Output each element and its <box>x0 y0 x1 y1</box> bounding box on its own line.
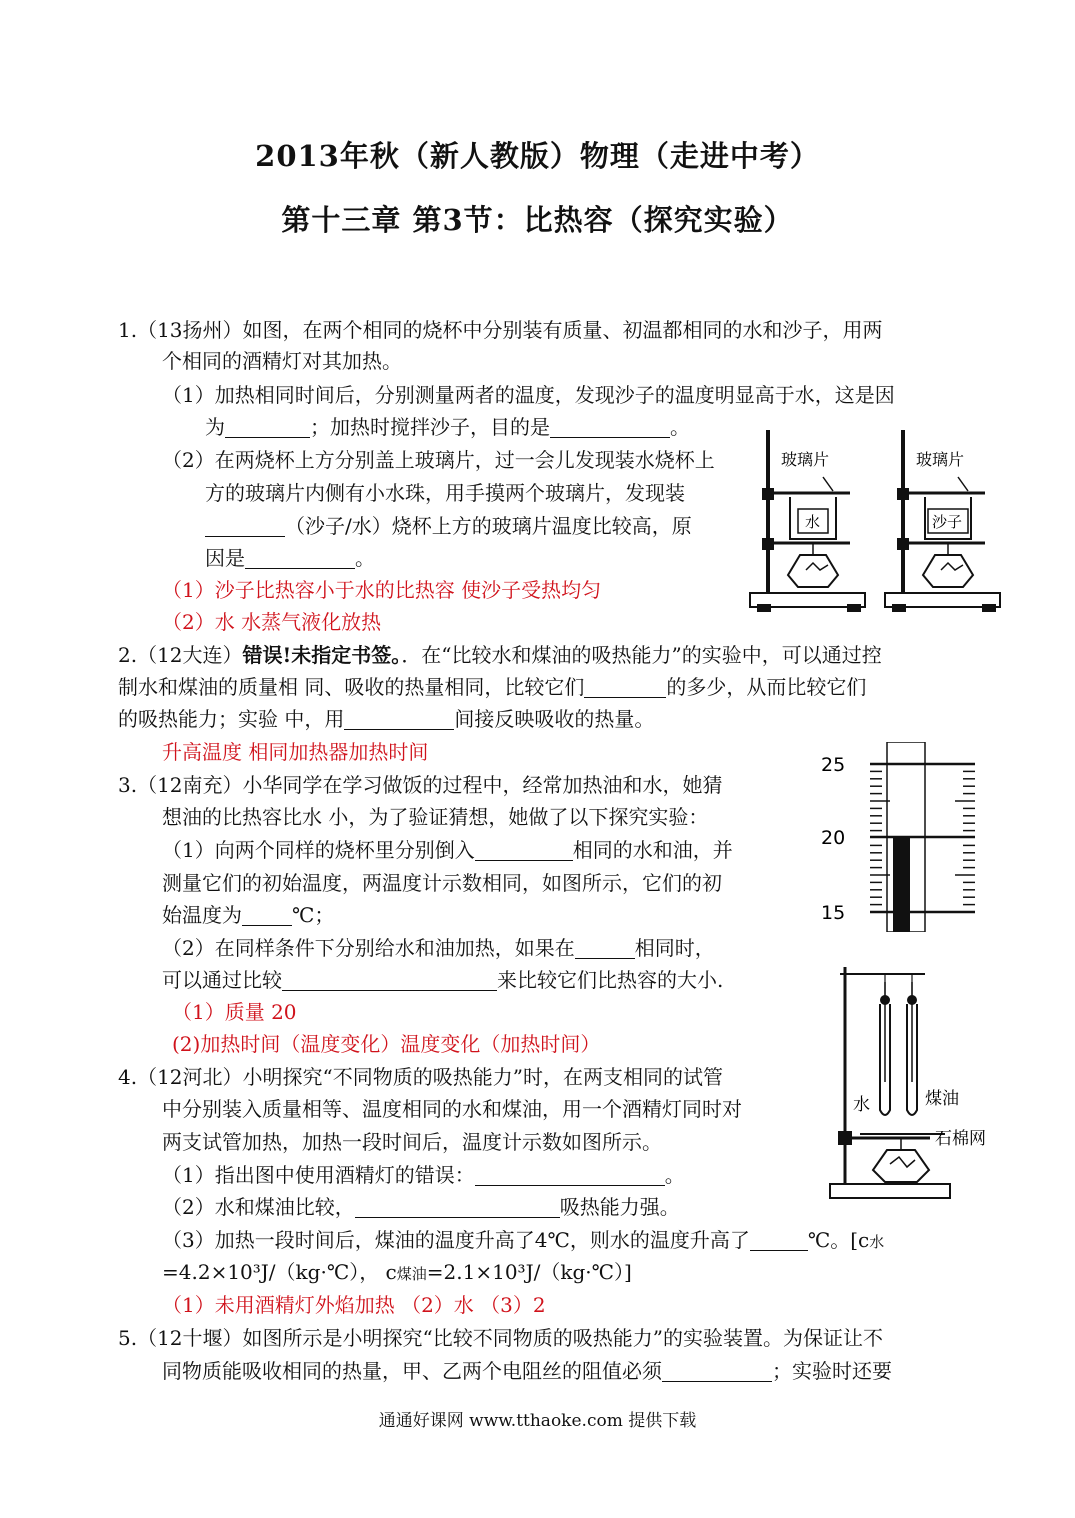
q5-line2-a: 同物质能吸收相同的热量，甲、乙两个电阻丝的阻值必须 <box>162 1359 662 1383</box>
q1-figure <box>748 425 1008 620</box>
q1-blank2[interactable] <box>550 415 670 438</box>
q5-blank1[interactable] <box>662 1359 772 1382</box>
fig-net-label: 石棉网 <box>935 1129 986 1149</box>
q1-line3: （1）加热相同时间后，分别测量两者的温度，发现沙子的温度明显高于水，这是因 <box>162 383 895 407</box>
q3-blank3[interactable] <box>575 936 635 959</box>
q2-line3-b: 间接反映吸收的热量。 <box>454 707 655 731</box>
q3-line1: 3.（12南充）小华同学在学习做饭的过程中，经常加热油和水，她猜 <box>118 773 723 797</box>
q4-line6-b: ℃。[c <box>807 1228 870 1252</box>
q3-answer1: （1）质量 20 <box>172 1000 297 1024</box>
q2-error-text: 错误!未指定书签。 <box>242 643 402 667</box>
q1-line2: 个相同的酒精灯对其加热。 <box>162 349 402 373</box>
q2-line1-c: ．在“比较水和煤油的吸热能力”的实验中，可以通过控 <box>401 643 882 667</box>
q3-line6 <box>162 933 715 963</box>
q3-line6-a: （2）在同样条件下分别给水和油加热，如果在 <box>162 936 575 960</box>
q4-answer: （1）未用酒精灯外焰加热 （2）水 （3）2 <box>162 1293 546 1317</box>
q4-line1: 4.（12河北）小明探究“不同物质的吸热能力”时，在两支相同的试管 <box>118 1065 723 1089</box>
fig-oil-label: 煤油 <box>925 1089 959 1109</box>
footer-text: 通通好课网 www.tthaoke.com 提供下载 <box>378 1411 697 1431</box>
q1-blank1[interactable] <box>225 415 310 438</box>
q3-blank4[interactable] <box>282 968 497 991</box>
q3-line5-b: ℃； <box>292 903 335 927</box>
fig-water-label: 水 <box>853 1095 870 1115</box>
q3-line7 <box>162 965 723 995</box>
q2-line2 <box>118 672 866 702</box>
q3-line6-b: 相同时， <box>634 936 715 960</box>
q4-sub-water: 水 <box>869 1233 885 1251</box>
tick-label-15: 15 <box>821 902 846 924</box>
q1-line4-b: ；加热时搅拌沙子，目的是 <box>310 415 550 439</box>
q4-line4-b: 。 <box>664 1163 685 1187</box>
q1-blank4[interactable] <box>245 546 355 569</box>
q2-blank1[interactable] <box>584 675 666 698</box>
q1-blank3[interactable] <box>205 514 285 537</box>
q4-line5 <box>162 1192 680 1222</box>
q3-line3 <box>162 835 733 865</box>
q4-line4 <box>162 1160 685 1190</box>
q2-line3 <box>118 704 654 734</box>
q3-line4: 测量它们的初始温度，两温度计示数相同，如图所示，它们的初 <box>162 871 722 895</box>
q2-line2-a: 制水和煤油的质量相 同、吸收的热量相同，比较它们 <box>118 675 585 699</box>
q1-answer1: （1）沙子比热容小于水的比热容 使沙子受热均匀 <box>162 578 602 602</box>
q2-line1-a: 2.（12大连） <box>118 643 243 667</box>
q3-line3-a: （1）向两个同样的烧杯里分别倒入 <box>162 838 475 862</box>
chapter-title: 第十三章 第3节：比热容（探究实验） <box>281 203 794 237</box>
q4-line5-a: （2）水和煤油比较， <box>162 1195 355 1219</box>
q1-line4-c: 。 <box>670 415 690 439</box>
q4-line4-a: （1）指出图中使用酒精灯的错误： <box>162 1163 475 1187</box>
q2-blank2[interactable] <box>344 707 454 730</box>
q4-blank1[interactable] <box>475 1163 665 1186</box>
stand-base <box>830 1184 950 1198</box>
q3-answer2: (2)加热时间（温度变化）温度变化（加热时间） <box>172 1032 601 1056</box>
sand-label: 沙子 <box>932 513 963 531</box>
q3-blank1[interactable] <box>475 838 573 861</box>
q2-answer: 升高温度 相同加热器加热时间 <box>162 740 429 764</box>
q4-line6-a: （3）加热一段时间后，煤油的温度升高了4℃，则水的温度升高了 <box>162 1228 750 1252</box>
q1-line6: 方的玻璃片内侧有小水珠，用手摸两个玻璃片，发现装 <box>205 481 685 505</box>
glass-label-right: 玻璃片 <box>916 450 965 469</box>
q5-line2 <box>162 1356 892 1386</box>
tick-label-25: 25 <box>821 754 846 776</box>
q1-line1: 1.（13扬州）如图，在两个相同的烧杯中分别装有质量、初温都相同的水和沙子，用两 <box>118 318 883 342</box>
thermometer-figure <box>815 742 980 932</box>
q2-line2-b: 的多少，从而比较它们 <box>666 675 867 699</box>
alcohol-lamp <box>873 1150 929 1182</box>
q3-line5 <box>162 900 334 930</box>
q1-line4-a: 为 <box>205 415 225 439</box>
q3-line2: 想油的比热容比水 小，为了验证猜想，她做了以下探究实验： <box>162 805 709 829</box>
q5-line1: 5.（12十堰）如图所示是小明探究“比较不同物质的吸热能力”的实验装置。为保证让不 <box>118 1326 883 1350</box>
q5-line2-b: ；实验时还要 <box>772 1359 892 1383</box>
tick-label-20: 20 <box>821 827 846 849</box>
q4-blank2[interactable] <box>355 1195 560 1218</box>
q2-line1 <box>118 640 882 670</box>
q3-blank2[interactable] <box>242 903 292 926</box>
q4-blank3[interactable] <box>750 1228 808 1251</box>
q2-line3-a: 的吸热能力；实验 中，用 <box>118 707 345 731</box>
q1-line8-a: 因是 <box>205 546 245 570</box>
q4-sub-oil: 煤油 <box>396 1265 427 1283</box>
glass-label-left: 玻璃片 <box>781 450 830 469</box>
mercury-column <box>893 837 910 932</box>
q1-line4 <box>205 412 690 442</box>
q1-line7 <box>205 511 692 541</box>
q4-line7-c: =2.1×10³J/（kg·℃）] <box>426 1260 632 1284</box>
q4-line6 <box>162 1225 884 1257</box>
q3-line7-a: 可以通过比较 <box>162 968 282 992</box>
q3-line3-b: 相同的水和油，并 <box>572 838 733 862</box>
q1-answer2: （2）水 水蒸气液化放热 <box>162 610 382 634</box>
q1-line8 <box>205 543 375 573</box>
document-title: 2013年秋（新人教版）物理（走进中考） <box>255 139 820 173</box>
q1-line7-b: （沙子/水）烧杯上方的玻璃片温度比较高，原 <box>285 514 692 538</box>
q4-line5-b: 吸热能力强。 <box>559 1195 680 1219</box>
q3-line7-b: 来比较它们比热容的大小. <box>497 968 724 992</box>
q3-line5-a: 始温度为 <box>162 903 242 927</box>
q4-line7 <box>162 1257 632 1289</box>
test-tube-figure <box>825 962 1000 1207</box>
water-label: 水 <box>805 513 821 531</box>
q1-line8-b: 。 <box>355 546 375 570</box>
q4-line2: 中分别装入质量相等、温度相同的水和煤油，用一个酒精灯同时对 <box>162 1097 742 1121</box>
q4-line7-a: =4.2×10³J/（kg·℃）， c <box>162 1260 397 1284</box>
q4-line3: 两支试管加热，加热一段时间后，温度计示数如图所示。 <box>162 1130 662 1154</box>
q1-line5: （2）在两烧杯上方分别盖上玻璃片，过一会儿发现装水烧杯上 <box>162 448 715 472</box>
